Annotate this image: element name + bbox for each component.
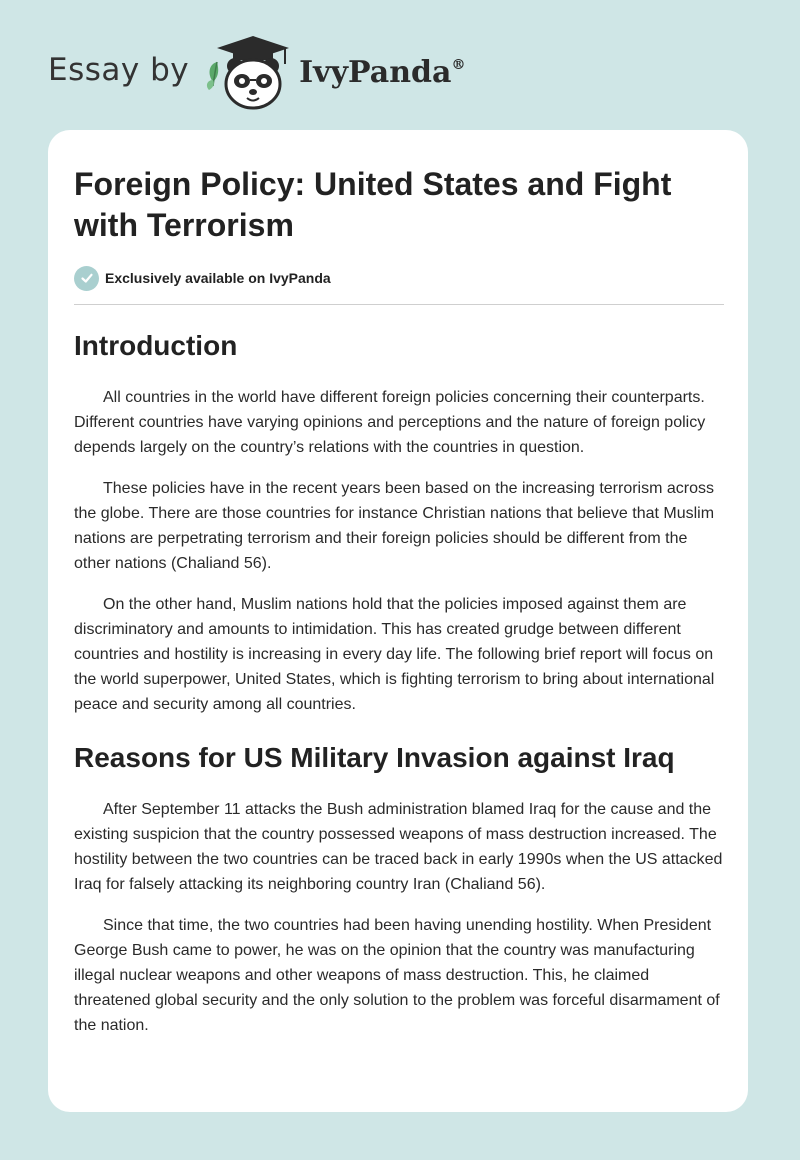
- paragraph: After September 11 attacks the Bush administration blamed Iraq for the cause and the existing suspicion that the country possessed weapons of mass destruction increased. The hostility between the two countries can be traced back in early 1990s when the US attacked Iraq for falsely attacking its neighboring country Iran (Chaliand 56).: [74, 801, 723, 893]
- paragraph: On the other hand, Muslim nations hold that the policies imposed against them are discriminatory and amounts to intimidation. This has created grudge between different countries and hostility is increasing in every day life. The following brief report will focus on the world superpower, United States, which is fighting terrorism to bring about international peace and security among all countries.: [74, 596, 715, 713]
- panda-graduate-icon[interactable]: [203, 34, 293, 114]
- check-icon: [74, 266, 99, 291]
- trademark: ®: [451, 56, 466, 73]
- essay-card: [48, 130, 748, 1112]
- badge-text: Exclusively available on IvyPanda: [105, 270, 331, 286]
- paragraph: These policies have in the recent years been based on the increasing terrorism across the globe. There are those countries for instance Christian nations that believe that Muslim nations are perpetrating terrorism and their foreign policies should be different from the other nations (Chaliand 56).: [74, 480, 715, 572]
- essay-by-label: Essay by: [48, 52, 190, 88]
- essay-content: [74, 164, 724, 1038]
- section-heading-introduction: Introduction: [74, 330, 238, 361]
- section-heading-reasons: Reasons for US Military Invasion against Iraq: [74, 742, 675, 773]
- paragraph: Since that time, the two countries had been having unending hostility. When President George Bush came to power, he was on the opinion that the country was manufacturing illegal nuclear weapons and other weapons of mass destruction. This, he claimed threatened global security and the only solution to the problem was forceful disarmament of the nation.: [74, 917, 720, 1034]
- site-header: [48, 34, 465, 114]
- exclusive-badge: [74, 264, 724, 292]
- brand-name[interactable]: IvyPanda®: [299, 54, 466, 90]
- page-title: Foreign Policy: United States and Fight with Terrorism: [74, 166, 672, 243]
- paragraph: All countries in the world have different foreign policies concerning their counterparts. Different countries have varying opinions and perceptions and the nature of foreign policy depends largely on the country’s relations with the countries in question.: [74, 389, 706, 456]
- divider: [74, 304, 724, 305]
